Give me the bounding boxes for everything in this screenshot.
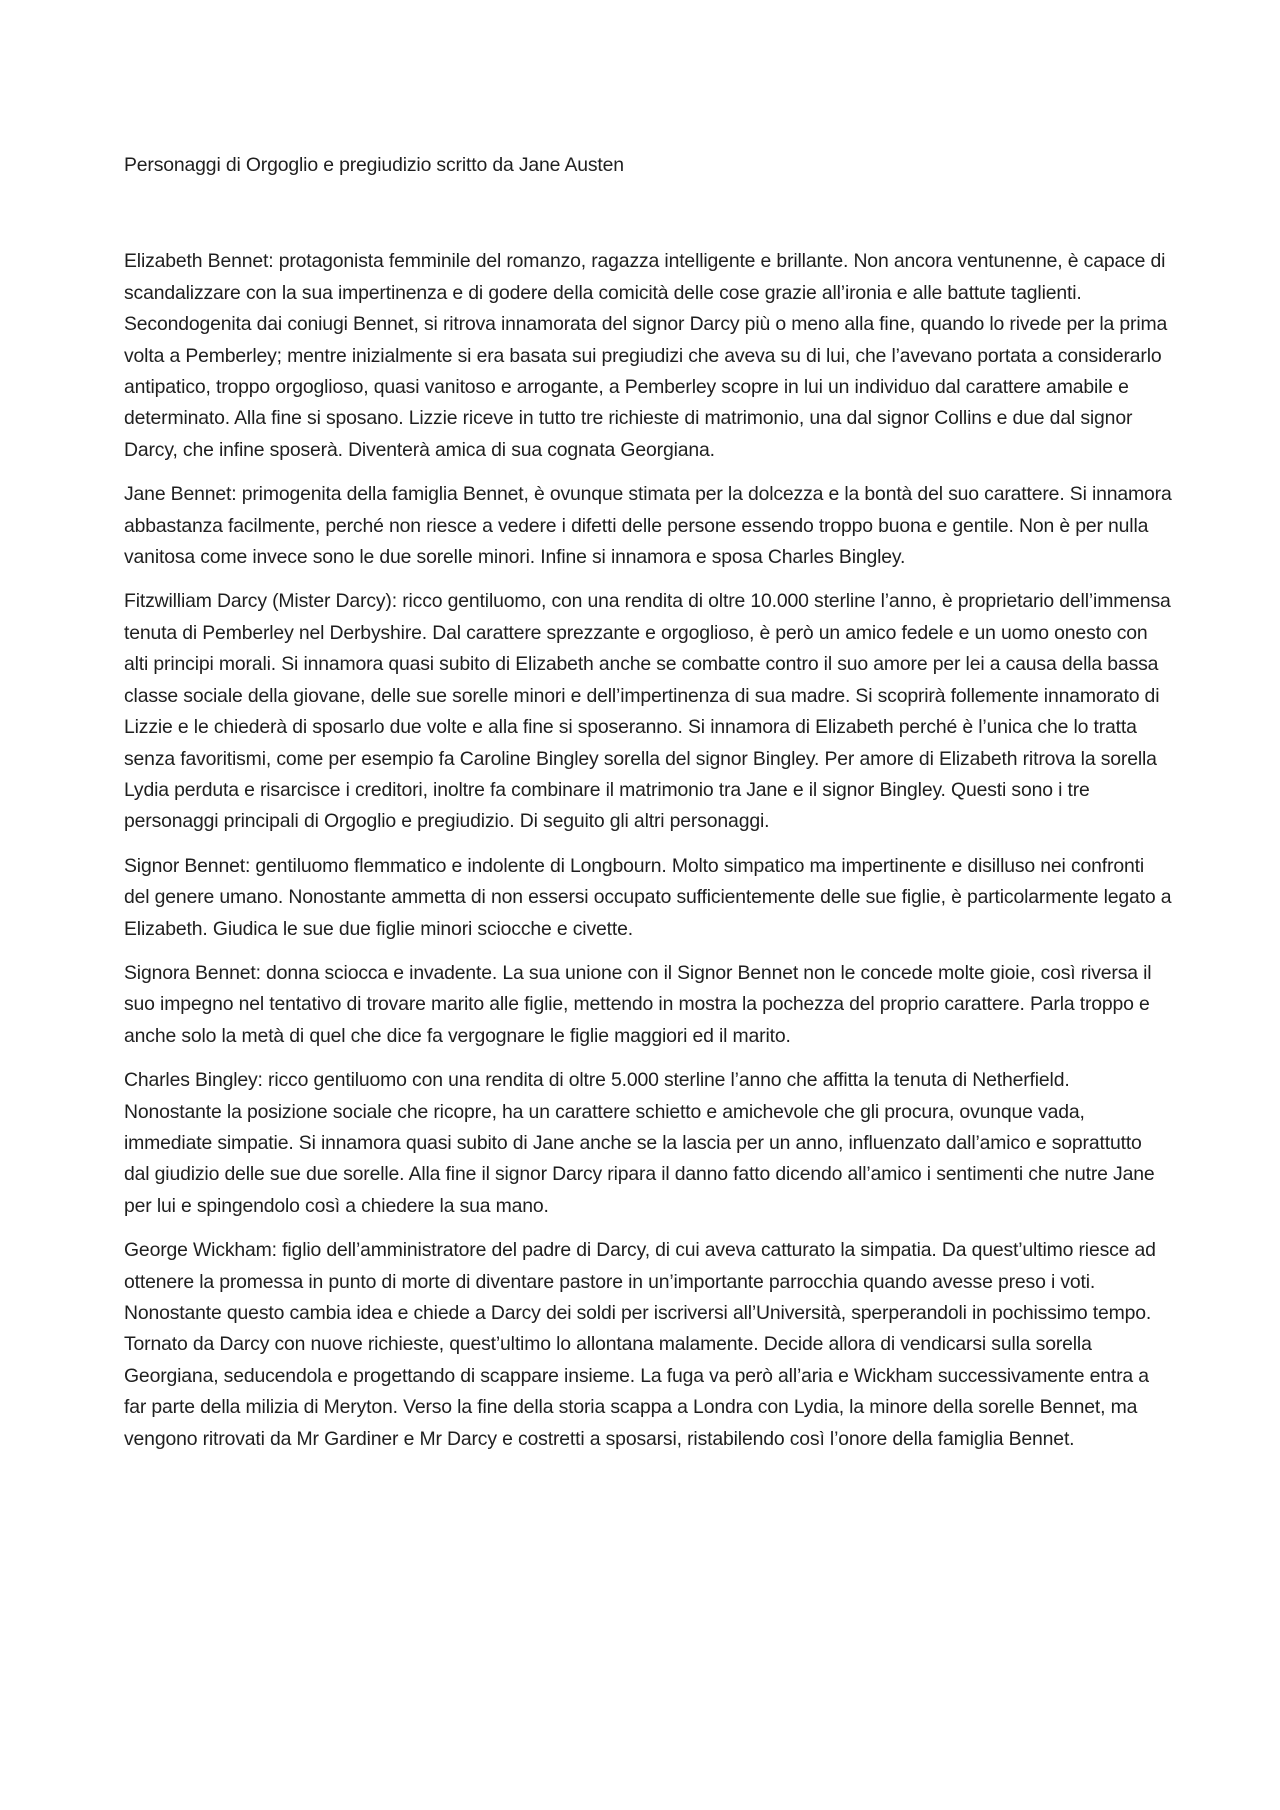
- paragraph-elizabeth-bennet: Elizabeth Bennet: protagonista femminile del romanzo, ragazza intelligente e brillante. Non ancora ventunenne, è capace di scandalizzare con la sua impertinenza e di godere della comicità delle cose grazie all’ironia e alle battute taglienti. Secondogenita dai coniugi Bennet, si ritrova innamorata del signor Darcy più o meno alla fine, quando lo rivede per la prima volta a Pemberley; mentre inizialmente si era basata sui pregiudizi che aveva su di lui, che l’avevano portata a considerarlo antipatico, troppo orgoglioso, quasi vanitoso e arrogante, a Pemberley scopre in lui un individuo dal carattere amabile e determinato. Alla fine si sposano. Lizzie riceve in tutto tre richieste di matrimonio, una dal signor Collins e due dal signor Darcy, che infine sposerà. Diventerà amica di sua cognata Georgiana.: [124, 250, 1168, 461]
- paragraph-signora-bennet: Signora Bennet: donna sciocca e invadente. La sua unione con il Signor Bennet non le concede molte gioie, così riversa il suo impegno nel tentativo di trovare marito alle figlie, mettendo in mostra la pochezza del proprio carattere. Parla troppo e anche solo la metà di quel che dice fa vergognare le figlie maggiori ed il marito.: [124, 961, 1152, 1047]
- paragraph-signor-bennet: Signor Bennet: gentiluomo flemmatico e indolente di Longbourn. Molto simpatico ma impertinente e disilluso nei confronti del genere umano. Nonostante ammetta di non essersi occupato sufficientemente delle sue figlie, è particolarmente legato a Elizabeth. Giudica le sue due figlie minori sciocche e civette.: [124, 854, 1172, 940]
- paragraph-george-wickham: George Wickham: figlio dell’amministratore del padre di Darcy, di cui aveva catturato la simpatia. Da quest’ultimo riesce ad ottenere la promessa in punto di morte di diventare pastore in un’importante parrocchia quando avesse preso i voti. Nonostante questo cambia idea e chiede a Darcy dei soldi per iscriversi all’Università, sperperandoli in pochissimo tempo. Tornato da Darcy con nuove richieste, quest’ultimo lo allontana malamente. Decide allora di vendicarsi sulla sorella Georgiana, seducendola e progettando di scappare insieme. La fuga va però all’aria e Wickham successivamente entra a far parte della milizia di Meryton. Verso la fine della storia scappa a Londra con Lydia, la minore della sorelle Bennet, ma vengono ritrovati da Mr Gardiner e Mr Darcy e costretti a sposarsi, ristabilendo così l’onore della famiglia Bennet.: [124, 1239, 1156, 1450]
- paragraph-jane-bennet: Jane Bennet: primogenita della famiglia Bennet, è ovunque stimata per la dolcezza e la bontà del suo carattere. Si innamora abbastanza facilmente, perché non riesce a vedere i difetti delle persone essendo troppo buona e gentile. Non è per nulla vanitosa come invece sono le due sorelle minori. Infine si innamora e sposa Charles Bingley.: [124, 483, 1172, 569]
- document-title: Personaggi di Orgoglio e pregiudizio scritto da Jane Austen: [124, 154, 624, 176]
- paragraph-charles-bingley: Charles Bingley: ricco gentiluomo con una rendita di oltre 5.000 sterline l’anno che affitta la tenuta di Netherfield. Nonostante la posizione sociale che ricopre, ha un carattere schietto e amichevole che gli procura, ovunque vada, immediate simpatie. Si innamora quasi subito di Jane anche se la lascia per un anno, influenzato dall’amico e soprattutto dal giudizio delle sue due sorelle. Alla fine il signor Darcy ripara il danno fatto dicendo all’amico i sentimenti che nutre Jane per lui e spingendolo così a chiedere la sua mano.: [124, 1069, 1155, 1217]
- paragraph-fitzwilliam-darcy: Fitzwilliam Darcy (Mister Darcy): ricco gentiluomo, con una rendita di oltre 10.000 sterline l’anno, è proprietario dell’immensa tenuta di Pemberley nel Derbyshire. Dal carattere sprezzante e orgoglioso, è però un amico fedele e un uomo onesto con alti principi morali. Si innamora quasi subito di Elizabeth anche se combatte contro il suo amore per lei a causa della bassa classe sociale della giovane, delle sue sorelle minori e dell’impertinenza di sua madre. Si scoprirà follemente innamorato di Lizzie e le chiederà di sposarlo due volte e alla fine si sposeranno. Si innamora di Elizabeth perché è l’unica che lo tratta senza favoritismi, come per esempio fa Caroline Bingley sorella del signor Bingley. Per amore di Elizabeth ritrova la sorella Lydia perduta e risarcisce i creditori, inoltre fa combinare il matrimonio tra Jane e il signor Bingley. Questi sono i tre personaggi principali di Orgoglio e pregiudizio. Di seguito gli altri personaggi.: [124, 590, 1171, 833]
- document-body: [124, 150, 1172, 1468]
